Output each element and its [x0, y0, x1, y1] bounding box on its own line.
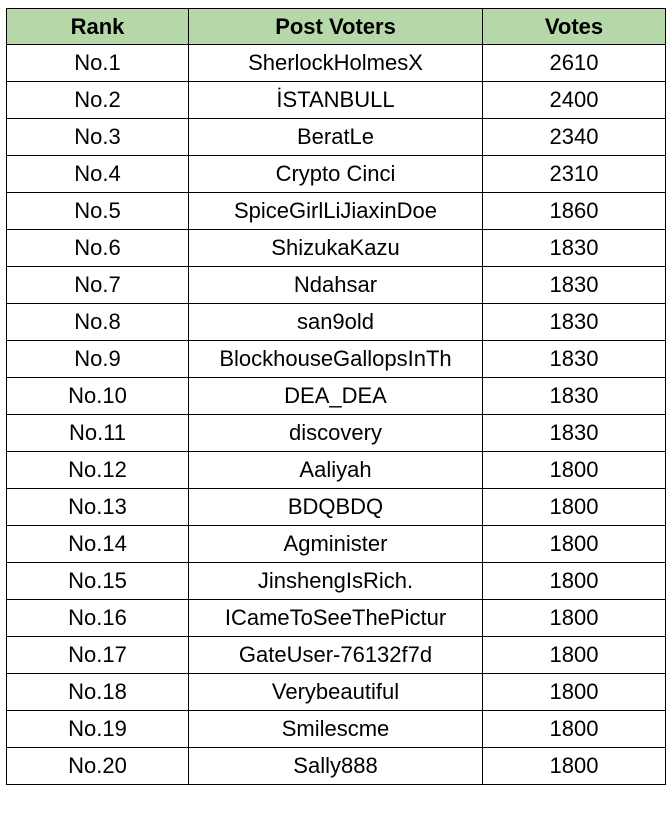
table-row: [7, 563, 666, 600]
rank-column-header: Rank: [7, 9, 189, 45]
votes-cell: 1800: [483, 748, 666, 785]
votes-cell: 1800: [483, 637, 666, 674]
votes-cell: 2400: [483, 82, 666, 119]
voter-name-cell: Smilescme: [189, 711, 483, 748]
rank-cell: No.6: [7, 230, 189, 267]
voter-name-cell: DEA_DEA: [189, 378, 483, 415]
votes-cell: 1800: [483, 563, 666, 600]
table-header: [7, 9, 666, 45]
rank-cell: No.5: [7, 193, 189, 230]
votes-cell: 1800: [483, 526, 666, 563]
rank-cell: No.17: [7, 637, 189, 674]
table-row: [7, 637, 666, 674]
votes-cell: 1830: [483, 304, 666, 341]
rank-cell: No.10: [7, 378, 189, 415]
voter-name-cell: ICameToSeeThePictur: [189, 600, 483, 637]
table-body: [7, 45, 666, 785]
rank-cell: No.20: [7, 748, 189, 785]
rank-cell: No.14: [7, 526, 189, 563]
votes-cell: 1830: [483, 341, 666, 378]
rank-cell: No.13: [7, 489, 189, 526]
votes-cell: 2610: [483, 45, 666, 82]
votes-cell: 2310: [483, 156, 666, 193]
rank-cell: No.7: [7, 267, 189, 304]
rank-cell: No.12: [7, 452, 189, 489]
rank-cell: No.16: [7, 600, 189, 637]
post-voters-table: [6, 8, 666, 785]
voter-name-cell: discovery: [189, 415, 483, 452]
table-row: [7, 119, 666, 156]
votes-cell: 2340: [483, 119, 666, 156]
table-row: [7, 45, 666, 82]
rank-cell: No.18: [7, 674, 189, 711]
header-row: [7, 9, 666, 45]
voter-name-cell: BeratLe: [189, 119, 483, 156]
votes-cell: 1800: [483, 674, 666, 711]
table-row: [7, 674, 666, 711]
table-row: [7, 156, 666, 193]
voter-name-cell: GateUser-76132f7d: [189, 637, 483, 674]
table-row: [7, 489, 666, 526]
voter-name-cell: Ndahsar: [189, 267, 483, 304]
voter-name-cell: ShizukaKazu: [189, 230, 483, 267]
rank-cell: No.1: [7, 45, 189, 82]
rank-cell: No.4: [7, 156, 189, 193]
table-row: [7, 378, 666, 415]
table-row: [7, 82, 666, 119]
rank-cell: No.9: [7, 341, 189, 378]
voter-name-cell: İSTANBULL: [189, 82, 483, 119]
table-row: [7, 600, 666, 637]
votes-cell: 1800: [483, 452, 666, 489]
table-row: [7, 341, 666, 378]
table-row: [7, 267, 666, 304]
table-row: [7, 526, 666, 563]
voter-name-cell: SherlockHolmesX: [189, 45, 483, 82]
voter-name-cell: Crypto Cinci: [189, 156, 483, 193]
table-row: [7, 452, 666, 489]
rank-cell: No.8: [7, 304, 189, 341]
voter-name-cell: Sally888: [189, 748, 483, 785]
table-row: [7, 193, 666, 230]
voter-name-cell: SpiceGirlLiJiaxinDoe: [189, 193, 483, 230]
table-row: [7, 304, 666, 341]
rank-cell: No.3: [7, 119, 189, 156]
rank-cell: No.11: [7, 415, 189, 452]
votes-cell: 1830: [483, 230, 666, 267]
voter-name-cell: BDQBDQ: [189, 489, 483, 526]
voter-name-cell: Verybeautiful: [189, 674, 483, 711]
table-row: [7, 748, 666, 785]
voter-name-cell: Agminister: [189, 526, 483, 563]
table-row: [7, 415, 666, 452]
votes-cell: 1800: [483, 711, 666, 748]
rank-cell: No.2: [7, 82, 189, 119]
rank-cell: No.19: [7, 711, 189, 748]
post-voters-column-header: Post Voters: [189, 9, 483, 45]
votes-column-header: Votes: [483, 9, 666, 45]
voter-name-cell: JinshengIsRich.: [189, 563, 483, 600]
rank-cell: No.15: [7, 563, 189, 600]
voter-name-cell: san9old: [189, 304, 483, 341]
votes-cell: 1830: [483, 378, 666, 415]
votes-cell: 1860: [483, 193, 666, 230]
votes-cell: 1830: [483, 415, 666, 452]
table-row: [7, 711, 666, 748]
votes-cell: 1800: [483, 600, 666, 637]
table-row: [7, 230, 666, 267]
voter-name-cell: BlockhouseGallopsInTh: [189, 341, 483, 378]
votes-cell: 1830: [483, 267, 666, 304]
votes-cell: 1800: [483, 489, 666, 526]
voter-name-cell: Aaliyah: [189, 452, 483, 489]
